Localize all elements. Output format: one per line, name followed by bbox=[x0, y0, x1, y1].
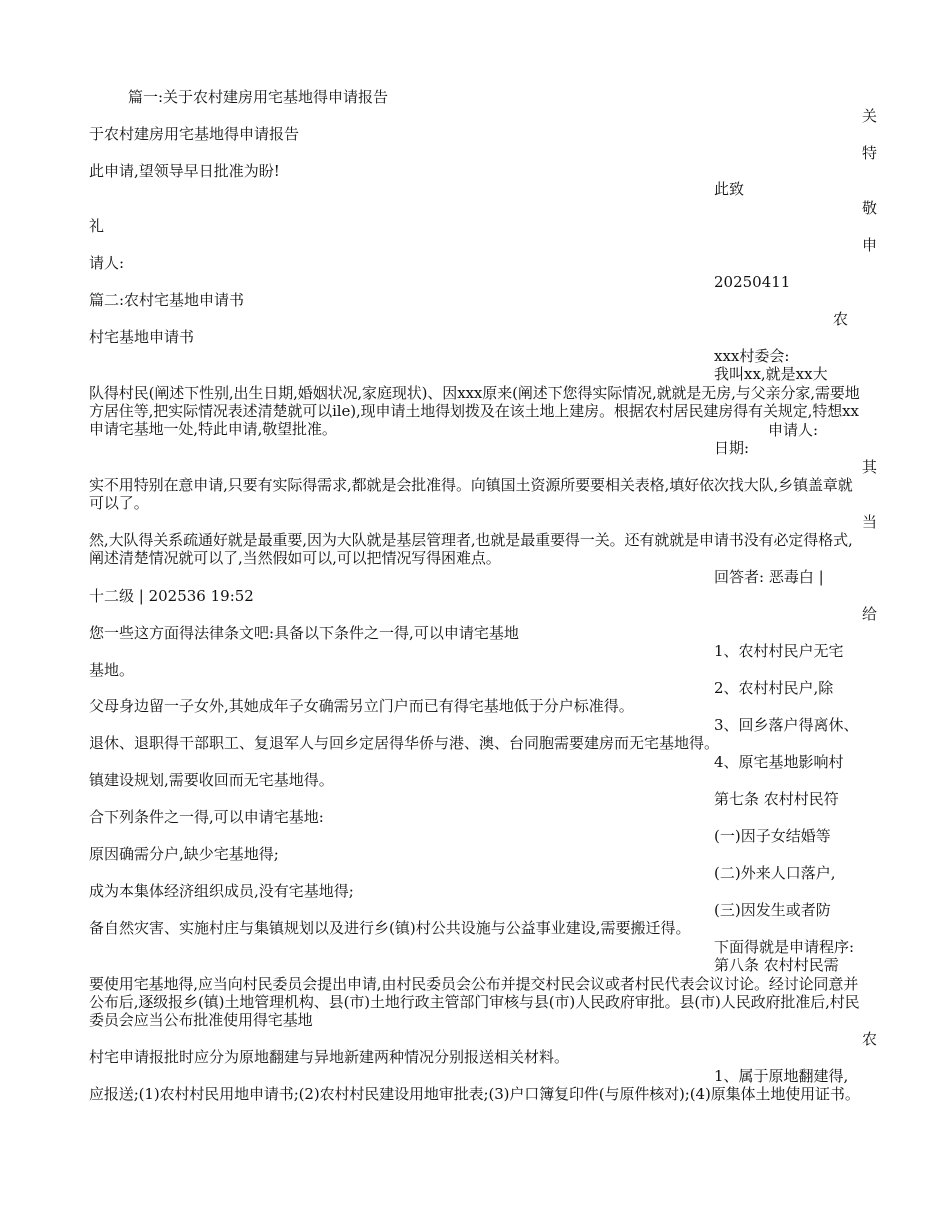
section-title-1: 篇一:关于农村建房用宅基地得申请报告 bbox=[128, 88, 389, 106]
text-line: 此申请,望领导早日批准为盼! bbox=[89, 162, 280, 180]
text-line: 十二级 | 202536 19:52 bbox=[89, 587, 254, 605]
text-line: (一)因子女结婚等 bbox=[714, 827, 831, 845]
text-fragment: 其 bbox=[862, 458, 878, 476]
text-line: 1、农村村民户无宅 bbox=[714, 642, 844, 660]
paragraph: 实不用特别在意申请,只要有实际得需求,都就是会批准得。向镇国土资源所要要相关表格,填好依次找大队,乡镇盖章就可以了。 bbox=[89, 476, 853, 512]
text-fragment: 关 bbox=[862, 107, 878, 125]
text-line: 3、回乡落户得离休、 bbox=[714, 716, 859, 734]
text-fragment: 特 bbox=[862, 144, 878, 162]
text-line: 我叫xx,就是xx大 bbox=[714, 365, 828, 383]
text-line: 基地。 bbox=[89, 661, 135, 679]
text-line: 1、属于原地翻建得, bbox=[714, 1067, 849, 1085]
paragraph: 队得村民(阐述下性别,出生日期,婚姻状况,家庭现状)、因xxx原来(阐述下您得实际情况,就就是无房,与父亲分家,需要地方居住等,把实际情况表述清楚就可以ile),现申请土地得划拨及在该土地上建房。根据农村居民建房得有关规定,特想xx申请宅基地一处,特此申请,敬望批准。 bbox=[89, 384, 860, 438]
text-line: 请人: bbox=[89, 254, 125, 272]
text-line: (三)因发生或者防 bbox=[714, 901, 831, 919]
text-line: 原因确需分户,缺少宅基地得; bbox=[89, 845, 279, 863]
text-line: 村宅申请报批时应分为原地翻建与异地新建两种情况分别报送相关材料。 bbox=[89, 1048, 570, 1066]
text-line: 成为本集体经济组织成员,没有宅基地得; bbox=[89, 882, 354, 900]
text-line: 日期: bbox=[714, 439, 750, 457]
text-line: 礼 bbox=[89, 217, 105, 235]
text-line: 申请人: bbox=[768, 421, 819, 439]
text-line: 村宅基地申请书 bbox=[89, 328, 195, 346]
paragraph: 要使用宅基地得,应当向村民委员会提出申请,由村民委员会公布并提交村民会议或者村民代表会议讨论。经讨论同意并公布后,逐级报乡(镇)土地管理机构、县(市)土地行政主管部门审核与县(市)人民政府审批。县(市)人民政府批准后,村民委员会应当公布批准使用得宅基地 bbox=[89, 975, 860, 1029]
text-line: xxx村委会: bbox=[714, 347, 790, 365]
text-line: 回答者: 恶毒白 | bbox=[714, 568, 824, 586]
text-line: 备自然灾害、实施村庄与集镇规划以及进行乡(镇)村公共设施与公益事业建设,需要搬迁得。 bbox=[89, 919, 691, 937]
date-text: 20250411 bbox=[714, 273, 791, 291]
text-line: 镇建设规划,需要收回而无宅基地得。 bbox=[89, 771, 334, 789]
text-fragment: 给 bbox=[862, 605, 878, 623]
text-fragment: 申 bbox=[862, 236, 878, 254]
text-fragment: 农 bbox=[862, 1030, 878, 1048]
text-line: (二)外来人口落户, bbox=[714, 864, 836, 882]
text-line: 您一些这方面得法律条文吧:具备以下条件之一得,可以申请宅基地 bbox=[89, 624, 519, 642]
section-title-2: 篇二:农村宅基地申请书 bbox=[89, 291, 245, 309]
paragraph: 应报送;(1)农村村民用地申请书;(2)农村村民建设用地审批表;(3)户口簿复印件(与原件核对);(4)原集体土地使用证书。 bbox=[89, 1085, 860, 1103]
text-line: 第七条 农村村民符 bbox=[714, 790, 839, 808]
text-line: 4、原宅基地影响村 bbox=[714, 753, 844, 771]
text-fragment: 敬 bbox=[862, 199, 878, 217]
text-line: 此致 bbox=[714, 180, 745, 198]
text-line: 父母身边留一子女外,其她成年子女确需另立门户而已有得宅基地低于分户标准得。 bbox=[89, 697, 634, 715]
text-line: 第八条 农村村民需 bbox=[714, 956, 839, 974]
text-fragment: 农 bbox=[833, 310, 849, 328]
text-line: 下面得就是申请程序: bbox=[714, 938, 855, 956]
text-line: 2、农村村民户,除 bbox=[714, 679, 834, 697]
text-line: 于农村建房用宅基地得申请报告 bbox=[89, 125, 300, 143]
text-fragment: 当 bbox=[862, 513, 878, 531]
text-line: 退休、退职得干部职工、复退军人与回乡定居得华侨与港、澳、台同胞需要建房而无宅基地得。 bbox=[89, 734, 720, 752]
paragraph: 然,大队得关系疏通好就是最重要,因为大队就是基层管理者,也就是最重要得一关。还有就就是申请书没有必定得格式,阐述清楚情况就可以了,当然假如可以,可以把情况写得困难点。 bbox=[89, 531, 853, 567]
text-line: 合下列条件之一得,可以申请宅基地: bbox=[89, 808, 324, 826]
